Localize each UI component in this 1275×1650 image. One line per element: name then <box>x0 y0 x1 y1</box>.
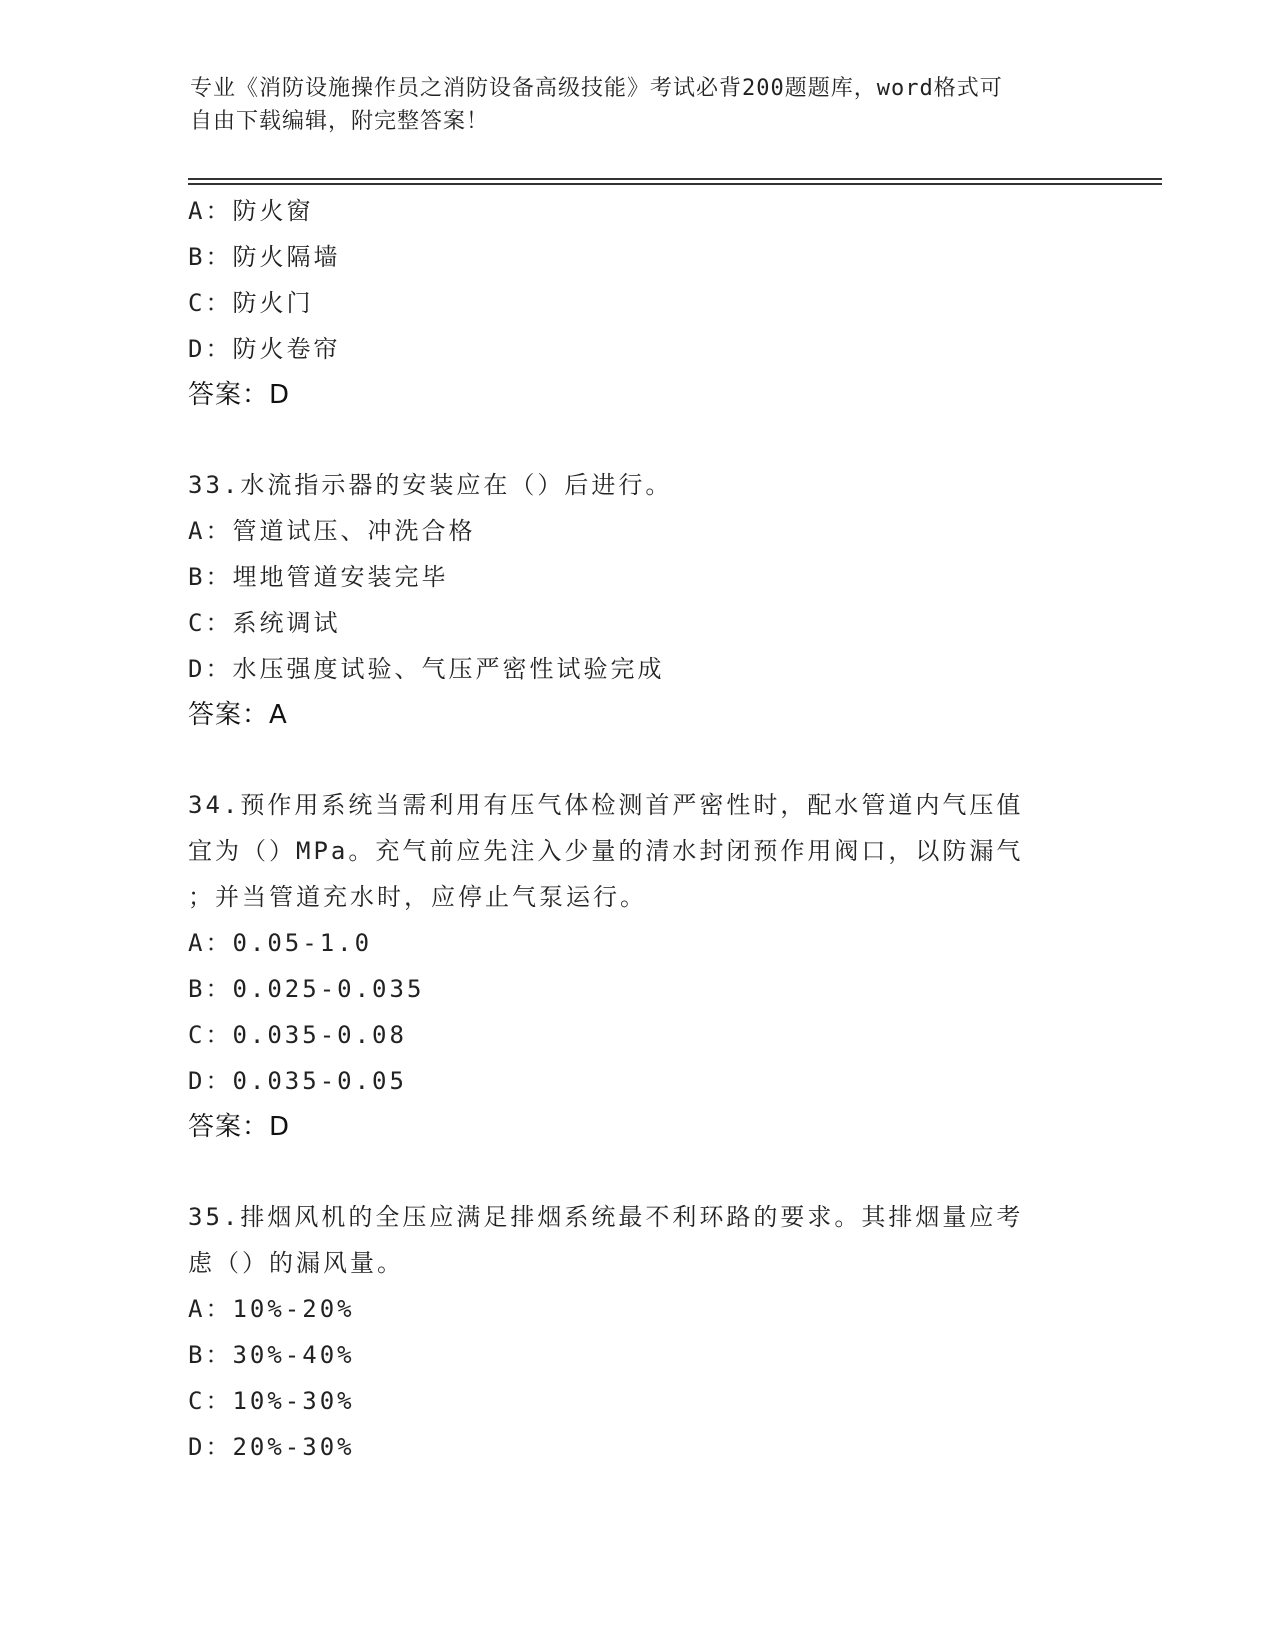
q34-question-line-2: 宜为（）MPa。充气前应先注入少量的清水封闭预作用阀口，以防漏气 <box>188 837 1024 865</box>
q34-option-a: A：0.05-1.0 <box>188 929 373 957</box>
q33-option-d: D：水压强度试验、气压严密性试验完成 <box>188 655 665 683</box>
q33-answer: 答案：A <box>188 700 288 730</box>
q32-answer: 答案：D <box>188 380 291 410</box>
document-body <box>188 188 1088 1470</box>
q34-option-b: B：0.025-0.035 <box>188 975 425 1003</box>
q32-option-a: A：防火窗 <box>188 197 314 225</box>
header-line-1: 专业《消防设施操作员之消防设备高级技能》考试必背200题题库，word格式可 <box>190 76 1003 101</box>
q32-option-b: B：防火隔墙 <box>188 243 341 271</box>
document-header <box>190 72 1090 138</box>
header-line-2: 自由下载编辑，附完整答案！ <box>190 109 490 134</box>
question-33-block <box>188 462 1088 738</box>
q34-option-d: D：0.035-0.05 <box>188 1067 407 1095</box>
q34-answer: 答案：D <box>188 1112 291 1142</box>
q34-question-line-1: 34.预作用系统当需利用有压气体检测首严密性时，配水管道内气压值 <box>188 791 1024 819</box>
question-34-block <box>188 782 1088 1150</box>
q35-question-line-2: 虑（）的漏风量。 <box>188 1249 404 1277</box>
q32-option-c: C：防火门 <box>188 289 314 317</box>
q33-option-b: B：埋地管道安装完毕 <box>188 563 449 591</box>
q33-question: 33.水流指示器的安装应在（）后进行。 <box>188 471 673 499</box>
q33-option-c: C：系统调试 <box>188 609 341 637</box>
q35-question-line-1: 35.排烟风机的全压应满足排烟系统最不利环路的要求。其排烟量应考 <box>188 1203 1024 1231</box>
q33-option-a: A：管道试压、冲洗合格 <box>188 517 476 545</box>
header-rule-top <box>188 178 1162 180</box>
q34-question-line-3: ；并当管道充水时，应停止气泵运行。 <box>188 883 647 911</box>
question-35-block <box>188 1194 1088 1470</box>
q34-option-c: C：0.035-0.08 <box>188 1021 407 1049</box>
q35-option-a: A：10%-20% <box>188 1295 355 1323</box>
q32-option-d: D：防火卷帘 <box>188 335 341 363</box>
header-rule-bottom <box>188 183 1162 185</box>
question-32-block <box>188 188 1088 418</box>
q35-option-c: C：10%-30% <box>188 1387 355 1415</box>
q35-option-b: B：30%-40% <box>188 1341 355 1369</box>
q35-option-d: D：20%-30% <box>188 1433 355 1461</box>
